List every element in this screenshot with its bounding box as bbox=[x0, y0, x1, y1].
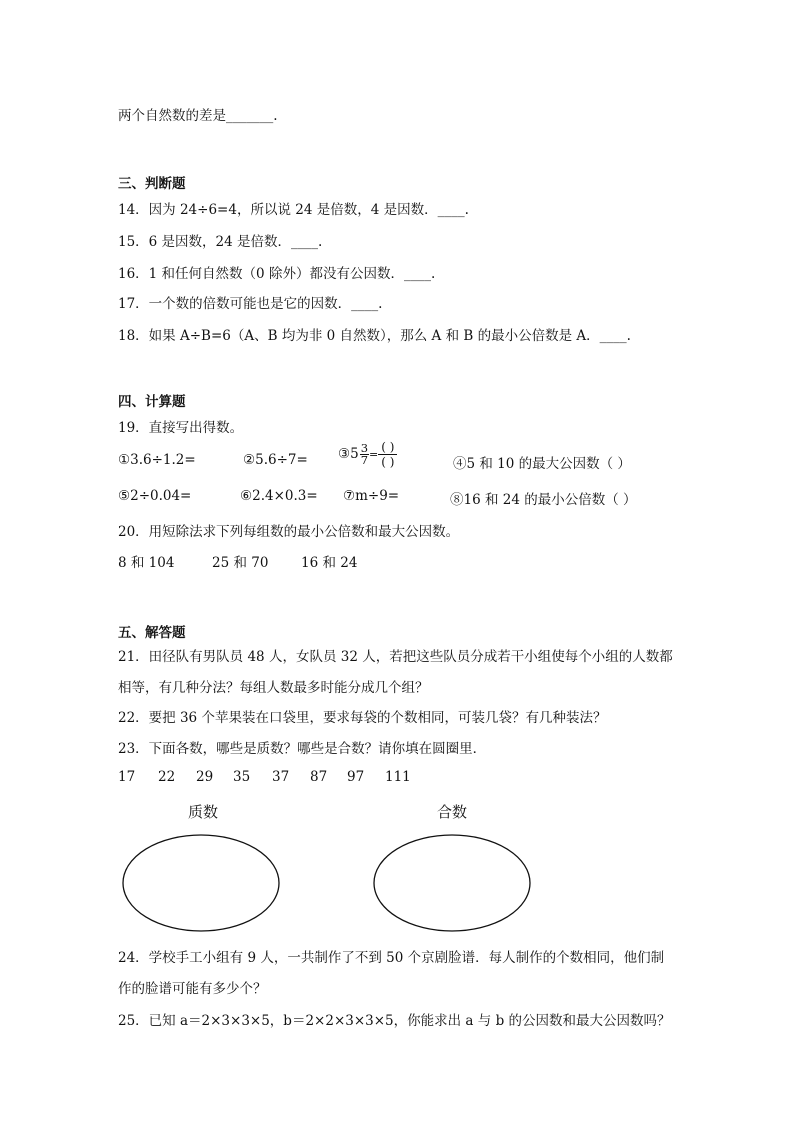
mixed-number-whole: 5 bbox=[350, 446, 359, 462]
number-item: 111 bbox=[385, 769, 411, 785]
question-15: 15．6 是因数，24 是倍数．____. bbox=[118, 234, 323, 250]
calc-item-1: ①3.6÷1.2= bbox=[118, 452, 196, 468]
question-17: 17．一个数的倍数可能也是它的因数．____. bbox=[118, 296, 383, 312]
question-19: 19．直接写出得数。 bbox=[118, 420, 244, 436]
question-16: 16．1 和任何自然数（0 除外）都没有公因数．____. bbox=[118, 266, 436, 282]
equals-sign: = bbox=[369, 448, 379, 461]
number-item: 22 bbox=[158, 769, 176, 785]
number-item: 37 bbox=[272, 769, 290, 785]
question-24-line-1: 24．学校手工小组有 9 人，一共制作了不到 50 个京剧脸谱．每人制作的个数相同，他们制 bbox=[118, 950, 665, 966]
q20-group-2: 25 和 70 bbox=[212, 555, 269, 571]
number-item: 97 bbox=[347, 769, 365, 785]
calc-item-3-prefix: ③ bbox=[338, 446, 351, 462]
number-item: 87 bbox=[310, 769, 328, 785]
section-4-title: 四、计算题 bbox=[118, 394, 186, 410]
prime-label: 质数 bbox=[188, 803, 219, 821]
calc-item-8: ⑧16 和 24 的最小公倍数（ ） bbox=[450, 492, 637, 508]
question-25: 25．已知 a＝2×3×3×5，b＝2×2×3×3×5，你能求出 a 与 b 的公因数和最大公因数吗？ bbox=[118, 1013, 671, 1029]
intro-line: 两个自然数的差是_______. bbox=[118, 108, 278, 124]
number-item: 17 bbox=[118, 769, 136, 785]
number-item: 35 bbox=[233, 769, 251, 785]
question-20: 20．用短除法求下列每组数的最小公倍数和最大公因数。 bbox=[118, 524, 460, 540]
q20-group-1: 8 和 104 bbox=[118, 555, 175, 571]
question-23: 23．下面各数，哪些是质数？哪些是合数？请你填在圆圈里． bbox=[118, 741, 487, 757]
fraction-numerator: 3 bbox=[360, 440, 369, 455]
question-14: 14．因为 24÷6=4，所以说 24 是倍数，4 是因数．____. bbox=[118, 202, 469, 218]
calc-item-4: ④5 和 10 的最大公因数（ ） bbox=[453, 456, 631, 472]
composite-ellipse[interactable] bbox=[374, 835, 530, 931]
composite-label: 合数 bbox=[437, 803, 468, 821]
question-24-line-2: 作的脸谱可能有多少个？ bbox=[118, 981, 267, 997]
answer-blank-bottom: ( ) bbox=[381, 455, 395, 469]
section-5-title: 五、解答题 bbox=[118, 625, 186, 641]
calc-item-7: ⑦m÷9= bbox=[343, 488, 400, 504]
q20-group-3: 16 和 24 bbox=[301, 555, 358, 571]
section-3-title: 三、判断题 bbox=[118, 176, 186, 192]
calc-item-6: ⑥2.4×0.3= bbox=[240, 488, 318, 504]
question-22: 22．要把 36 个苹果装在口袋里，要求每袋的个数相同，可装几袋？有几种装法？ bbox=[118, 710, 607, 726]
answer-blank-top: ( ) bbox=[378, 440, 397, 455]
fraction-denominator: 7 bbox=[360, 453, 369, 467]
number-item: 29 bbox=[196, 769, 214, 785]
question-21-line-2: 相等，有几种分法？每组人数最多时能分成几个组？ bbox=[118, 680, 429, 696]
calc-item-2: ②5.6÷7= bbox=[243, 452, 308, 468]
question-21-line-1: 21．田径队有男队员 48 人，女队员 32 人，若把这些队员分成若干小组使每个小组的人数都 bbox=[118, 649, 673, 665]
prime-ellipse[interactable] bbox=[123, 835, 279, 931]
calc-item-5: ⑤2÷0.04= bbox=[118, 488, 192, 504]
question-18: 18．如果 A÷B=6（A、B 均为非 0 自然数），那么 A 和 B 的最小公倍数是 A．____. bbox=[118, 328, 631, 344]
